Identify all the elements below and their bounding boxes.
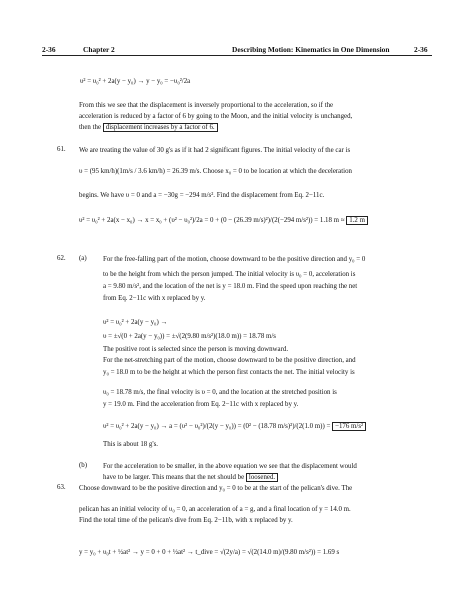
p62a-line-9: y = 19.0 m. Find the acceleration from Eq. 2−11c with x replaced by y. xyxy=(103,401,299,408)
p63-line-1: Choose downward to be the positive direction and y₀ = 0 to be at the start of the pelican's dive. The xyxy=(79,485,353,492)
p62a-eq3-text: υ² = υ₀² + 2a(y − y₀) → a = (υ² − υ₀²)/(2(y − y₀)) = (0² − (18.78 m/s)²)/(2(1.0 m)) = xyxy=(103,423,331,430)
intro-line-3-pre: then the xyxy=(79,124,102,131)
chapter-title: Describing Motion: Kinematics in One Dimension xyxy=(232,45,390,54)
intro-equation: υ² = υ₀² + 2a(y − y₀) → y − y₀ = −υ₀²/2a xyxy=(80,78,191,85)
page-number-right: 2-36 xyxy=(414,45,428,54)
p63-line-3: Find the total time of the pelican's dive from Eq. 2−11b, with x replaced by y. xyxy=(79,517,293,524)
p62b-line-2-pre: have to be larger. This means that the net should be xyxy=(103,474,245,481)
p62b-line-1: For the acceleration to be smaller, in the above equation we see that the displacement would xyxy=(103,463,357,470)
p62a-line-5: The positive root is selected since the person is moving downward. xyxy=(103,346,289,353)
intro-answer-box: displacement increases by a factor of 6. xyxy=(103,123,218,132)
page-number-left: 2-36 xyxy=(42,45,56,54)
header-rule xyxy=(42,55,432,56)
problem-63-number: 63. xyxy=(57,484,66,491)
p62-part-b-label: (b) xyxy=(79,462,88,469)
p62-part-a-label: (a) xyxy=(79,255,87,262)
p61-line-3: begins. We have υ = 0 and a = −30g = −294 m/s². Find the displacement from Eq. 2−11c. xyxy=(79,192,325,199)
p62a-equation-2: υ = ±√(0 + 2a(y − y₀)) = ±√(2(9.80 m/s²)(18.0 m)) = 18.78 m/s xyxy=(103,333,276,340)
problem-61-number: 61. xyxy=(57,146,66,153)
p62a-line-6: For the net-stretching part of the motion, choose downward to be the positive direction, and xyxy=(103,357,356,364)
p61-displacement-equation xyxy=(79,216,368,225)
p63-equation: y = y₀ + υ₀t + ½at² → y = 0 + 0 + ½at² → t_dive = √(2y/a) = √(2(14.0 m)/(9.80 m/s²)) = 1.69 s xyxy=(79,549,340,556)
p61-velocity-equation: υ = (95 km/h)(1m/s / 3.6 km/h) = 26.39 m/s. Choose x₀ = 0 to be location at which the deceleration xyxy=(79,168,352,175)
p61-answer-box: 1.2 m xyxy=(346,216,368,225)
chapter-label: Chapter 2 xyxy=(83,45,115,54)
p62a-line-3: a = 9.80 m/s², and the location of the net is y = 18.0 m. Find the speed upon reaching the net xyxy=(103,283,358,290)
problem-62-number: 62. xyxy=(57,255,66,262)
p62a-line-2: to be the height from which the person jumped. The initial velocity is υ₀ = 0, acceleration is xyxy=(103,271,356,278)
p62a-answer-box: −176 m/s² xyxy=(332,422,366,431)
intro-line-2: acceleration is reduced by a factor of 6 by going to the Moon, and the initial velocity is unchanged, xyxy=(79,113,353,120)
p62b-line-2 xyxy=(103,473,278,482)
p61-line-1: We are treating the value of 30 g's as if it had 2 significant figures. The initial velocity of the car is xyxy=(79,147,351,154)
p62a-line-10: This is about 18 g's. xyxy=(103,441,159,448)
p61-eq-text: υ² = υ₀² + 2a(x − x₀) → x = x₀ + (υ² − υ₀²)/2a = 0 + (0 − (26.39 m/s)²)/(2(−294 m/s²)) = 1.18 m ≈ xyxy=(79,217,345,224)
intro-line-1: From this we see that the displacement is inversely proportional to the acceleration, so if the xyxy=(79,102,334,109)
p62a-equation-1: υ² = υ₀² + 2a(y − y₀) → xyxy=(103,319,168,326)
p62a-line-1: For the free-falling part of the motion, choose downward to be the positive direction and y₀ = 0 xyxy=(103,256,366,263)
intro-line-3 xyxy=(79,123,218,132)
p63-line-2: pelican has an initial velocity of υ₀ = 0, an acceleration of a = g, and a final location of y = 14.0 m. xyxy=(79,506,351,513)
p62a-line-4: from Eq. 2−11c with x replaced by y. xyxy=(103,295,206,302)
p62b-answer-box: loosened. xyxy=(246,473,278,482)
p62a-line-7: y₀ = 18.0 m to be the height at which the person first contacts the net. The initial velocity is xyxy=(103,369,355,376)
p62a-equation-3 xyxy=(103,422,366,431)
p62a-line-8: υ₀ = 18.78 m/s, the final velocity is υ = 0, and the location at the stretched position is xyxy=(103,389,337,396)
